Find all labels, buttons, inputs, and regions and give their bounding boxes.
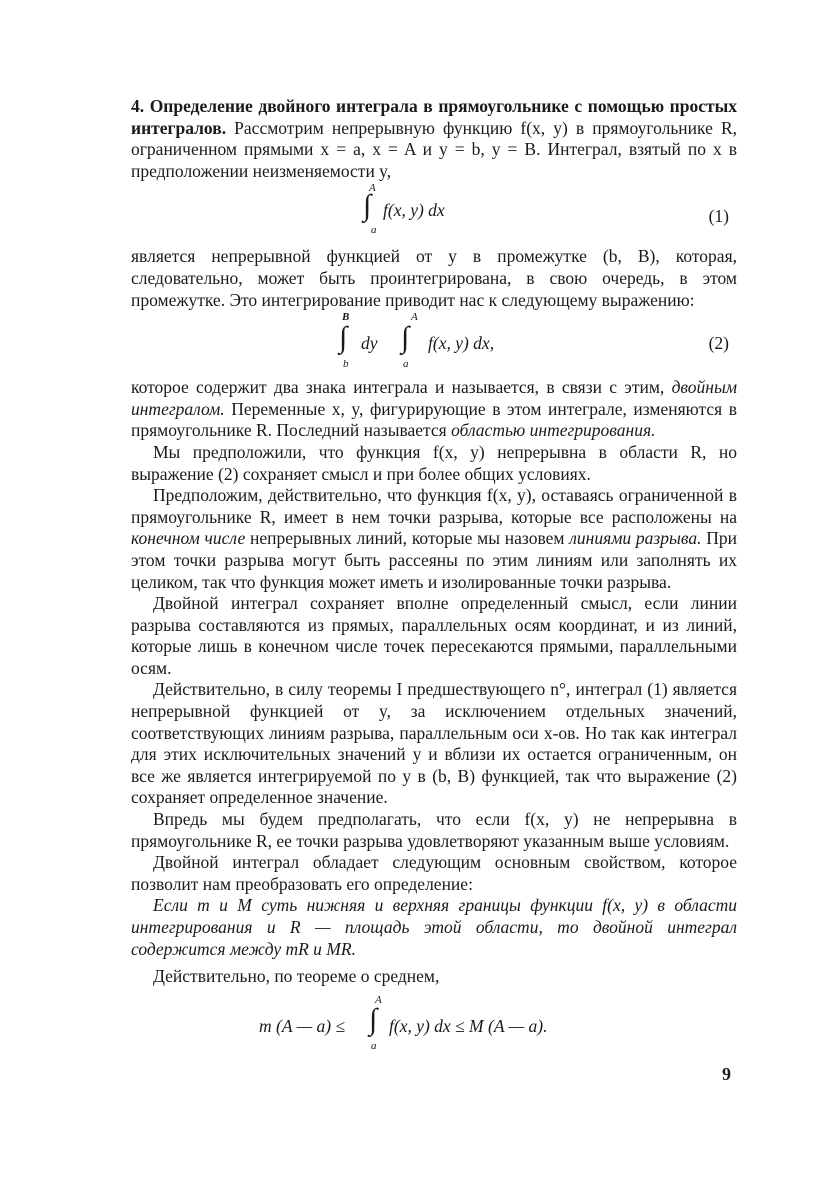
paragraph-7: Действительно, в силу теоремы I предшествующего n°, интеграл (1) является непрерывной функцией от y, за исключением отдельных значений, соответствующих линиям разрыва, параллельным оси x-ов. Но так как интеграл для этих исключительных значений y и вблизи их остается ограниченным, он все же является интегрируемой по y в (b, B) функцией, так что выражение (2) сохраняет определенное значение. [131, 679, 737, 808]
formula-3-lower-limit: a [371, 1039, 377, 1052]
paragraph-6: Двойной интеграл сохраняет вполне определенный смысл, если линии разрыва составляются из прямых, параллельных осям координат, и из линий, которые лишь в конечном числе точек пересекаются прямыми, параллельными осям. [131, 593, 737, 678]
formula-3 [131, 992, 737, 1054]
paragraph-3-text-a: которое содержит два знака интеграла и называется, в связи с этим, [131, 377, 665, 398]
paragraph-2: является непрерывной функцией от y в промежутке (b, B), которая, следовательно, может быть проинтегрирована, в свою очередь, в этом промежутке. Это интегрирование приводит нас к следующему выражению: [131, 246, 737, 310]
term-double-integral: двойным интегралом. [131, 377, 737, 419]
integral-sign: ∫ [401, 321, 410, 355]
paragraph-8: Впредь мы будем предполагать, что если f(x, y) не непрерывна в прямоугольнике R, ее точки разрыва удовлетворяют указанным выше условиям. [131, 809, 737, 851]
formula-3-upper-limit: A [375, 993, 382, 1006]
formula-1-lower-limit: a [371, 224, 377, 237]
paragraph-5-text-a: Предположим, действительно, что функция f(x, y), оставаясь ограниченной в прямоугольнике R, имеет в нем точки разрыва, которые все расположены на [131, 485, 737, 527]
integral-sign: ∫ [363, 189, 372, 223]
paragraph-5-text-b: непрерывных линий, которые мы назовем [250, 528, 565, 549]
page-number: 9 [722, 1064, 731, 1084]
formula-2-body: f(x, y) dx, [428, 333, 495, 354]
paragraph-4: Мы предположили, что функция f(x, y) непрерывна в области R, но выражение (2) сохраняет смысл и при более общих условиях. [131, 441, 737, 484]
formula-2-upper-limit-1: B [342, 311, 350, 324]
term-discontinuity-lines: линиями разрыва. [569, 528, 702, 549]
text-column [131, 96, 737, 1054]
formula-2-lower-limit-2: a [403, 358, 409, 371]
term-integration-domain: областью интегрирования. [451, 420, 656, 441]
formula-1 [131, 182, 737, 238]
integral-sign: ∫ [339, 321, 348, 355]
formula-2-number: (2) [708, 333, 729, 354]
formula-2 [131, 311, 737, 373]
formula-2-differential: dy [361, 333, 378, 354]
formula-2-lower-limit-1: b [343, 358, 349, 371]
paragraph-3 [131, 377, 737, 442]
formula-3-left: m (A — a) ≤ [259, 1015, 346, 1036]
paragraph-9: Двойной интеграл обладает следующим основным свойством, которое позволит нам преобразовать его определение: [131, 852, 737, 894]
theorem-statement: Если m и M суть нижняя и верхняя границы функции f(x, y) в области интегрирования и R — площадь этой области, то двойной интеграл содержится между mR и MR. [131, 895, 737, 959]
formula-3-body: f(x, y) dx ≤ M (A — a). [389, 1015, 548, 1036]
paragraph-11: Действительно, по теореме о среднем, [153, 966, 440, 987]
paragraph-intro-text: Рассмотрим непрерывную функцию f(x, y) в прямоугольнике R, ограниченном прямыми x = a, x = A и y = b, y = B. Интеграл, взятый по x в предположении неизменяемости y, [131, 117, 738, 181]
paragraph-3-text-b: Переменные x, y, фигурирующие в этом интеграле, изменяются в прямоугольнике R. Последний называется [131, 398, 737, 441]
paragraph-5 [131, 485, 737, 593]
formula-1-upper-limit: A [369, 182, 376, 195]
section-title: 4. Определение двойного интеграла в прямоугольнике с помощью простых интегралов. [131, 96, 737, 138]
term-finite-number: конечном числе [131, 528, 246, 549]
formula-1-number: (1) [708, 206, 729, 227]
formula-1-body: f(x, y) dx [383, 200, 445, 221]
paragraph-5-text-c: При этом точки разрыва могут быть рассеяны по этим линиям или заполнять их целиком, так что функция может иметь и изолированные точки разрыва. [131, 528, 737, 592]
paragraph-intro [131, 96, 737, 182]
formula-2-upper-limit-2: A [411, 311, 418, 324]
integral-sign: ∫ [369, 1002, 378, 1036]
